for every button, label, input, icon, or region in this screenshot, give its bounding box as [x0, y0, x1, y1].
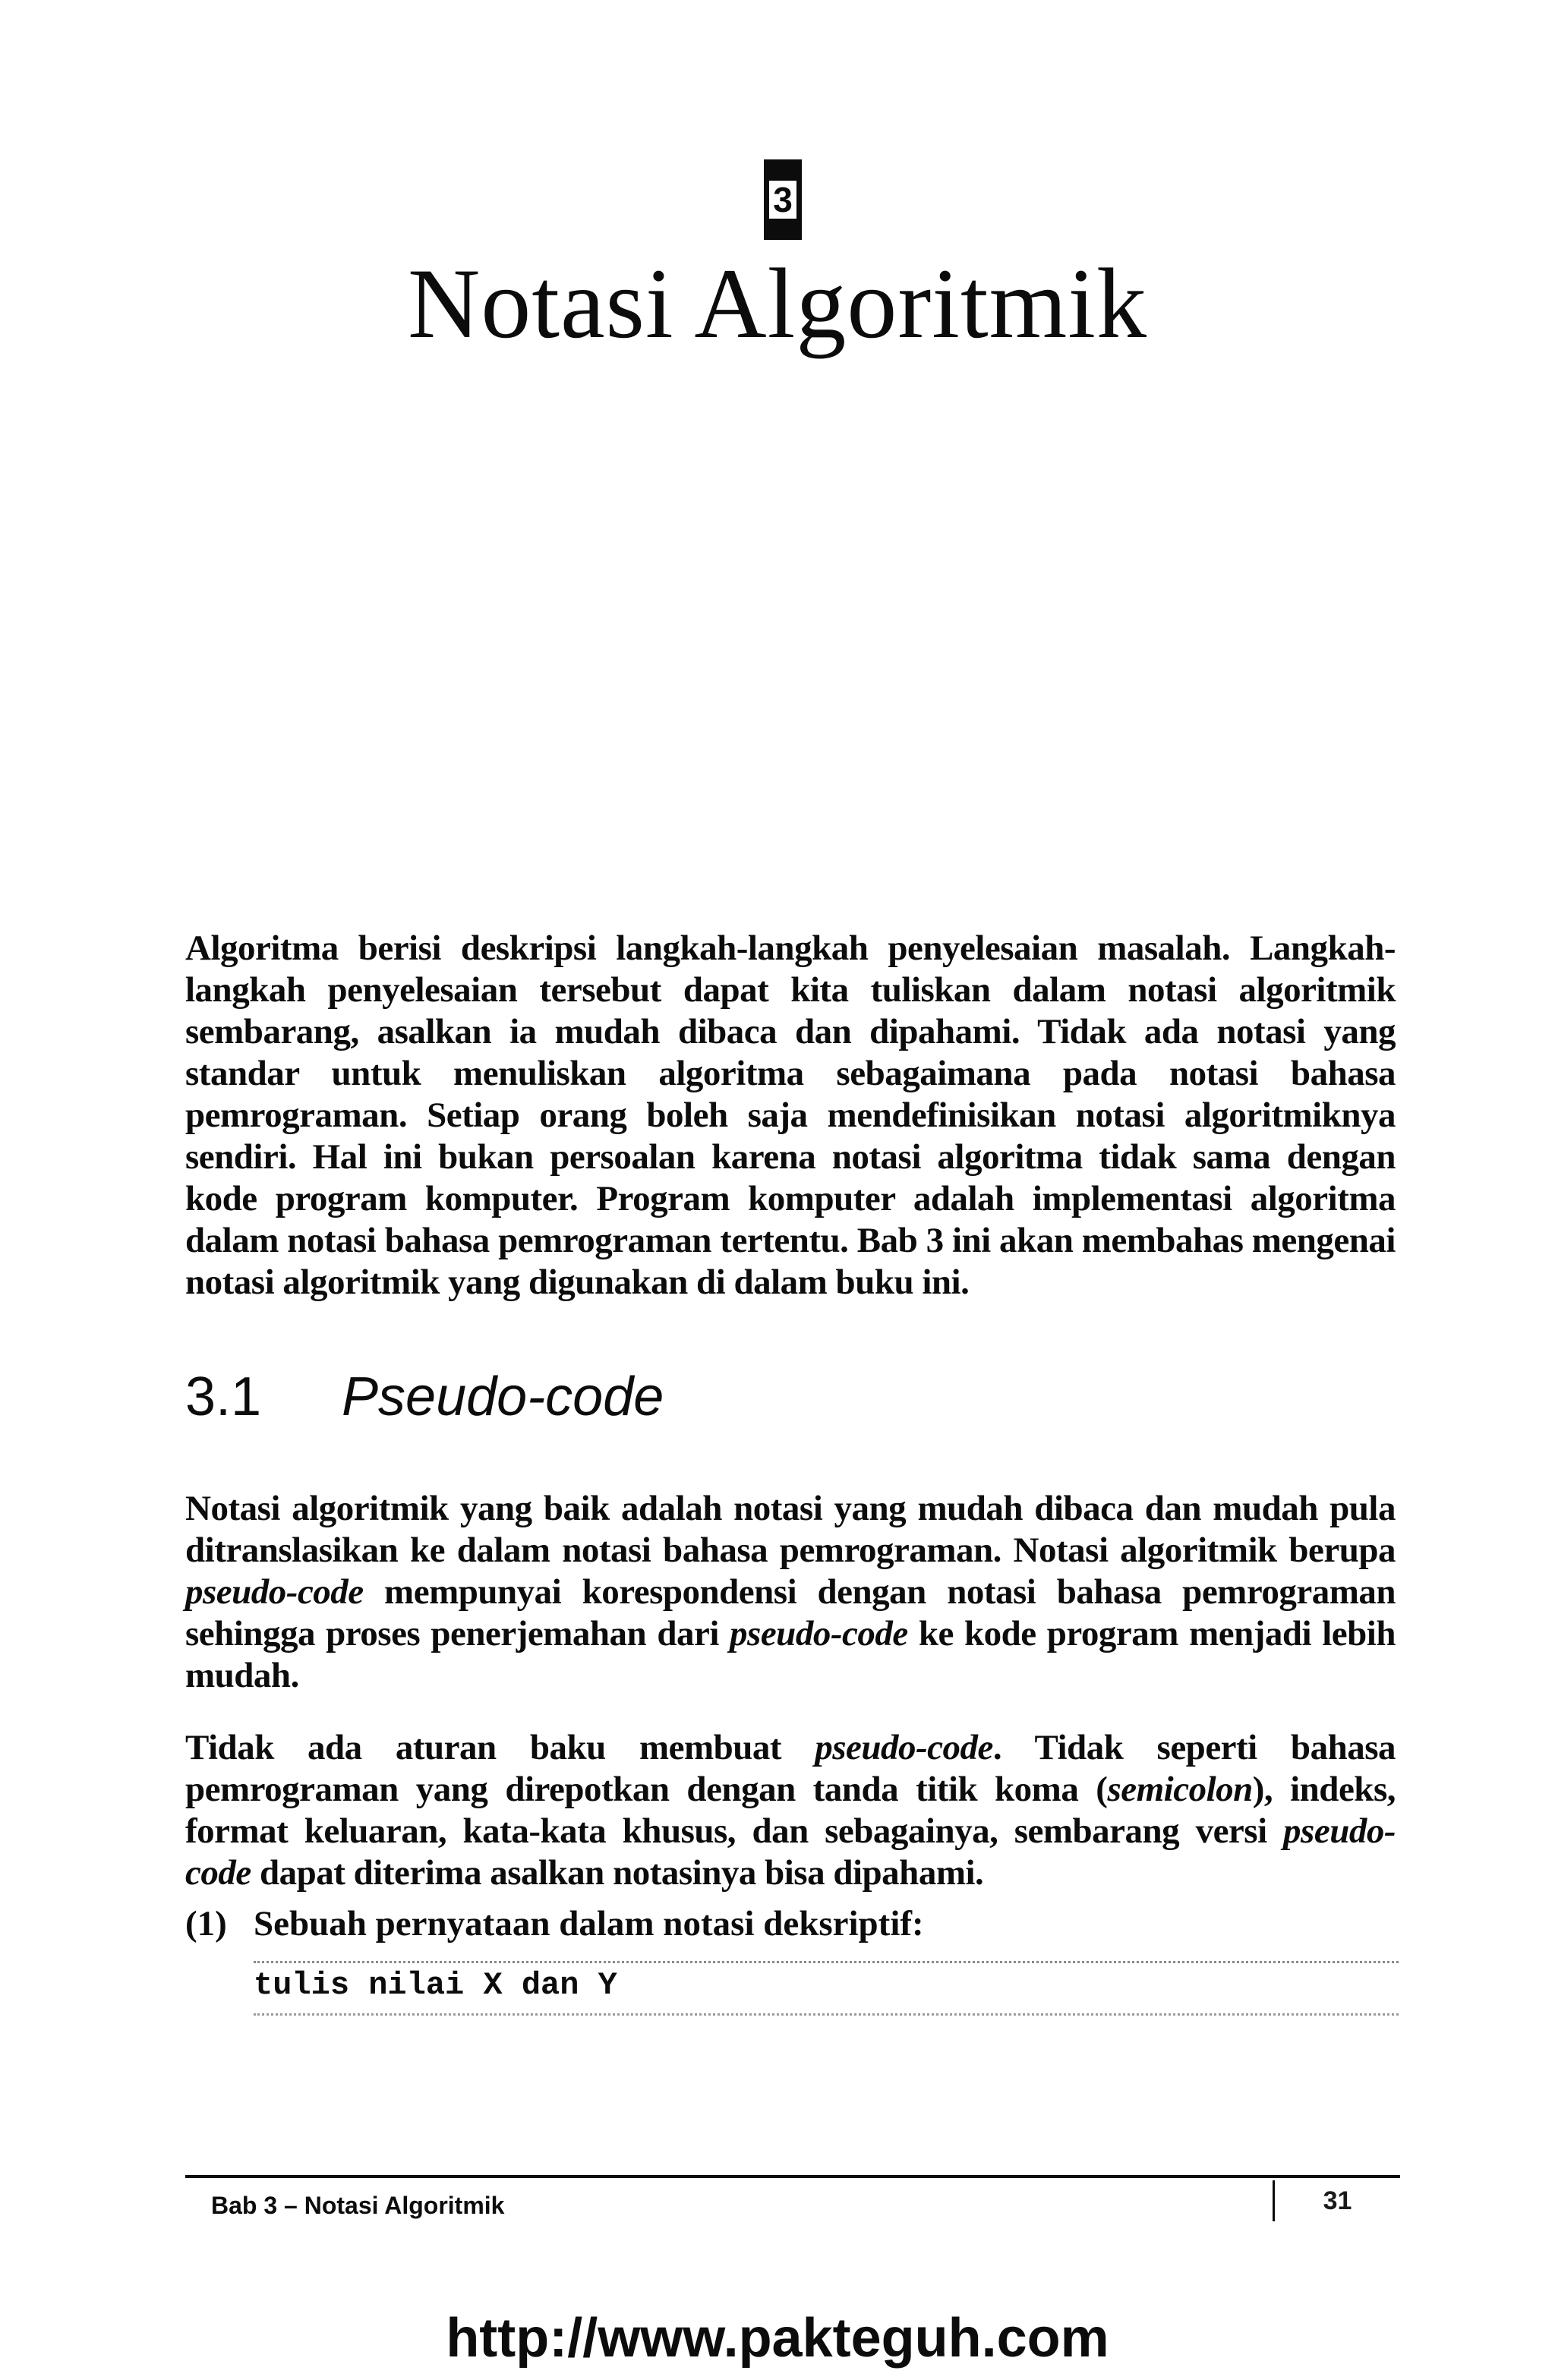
emphasis-term: semicolon — [1107, 1770, 1253, 1809]
text-run: mempunyai korespondensi dengan notasi bahasa pemrograman sehingga proses penerjemahan dari — [185, 1572, 1396, 1653]
footer-chapter-label: Bab 3 – Notasi Algoritmik — [211, 2192, 505, 2219]
list-item-text: Sebuah pernyataan dalam notasi deksriptif: — [254, 1904, 924, 1943]
emphasis-term: pseudo-code — [185, 1572, 364, 1612]
text-run: . Tidak seperti bahasa pemrograman yang direpotkan dengan tanda titik koma ( — [185, 1728, 1396, 1809]
section-number: 3.1 — [185, 1367, 262, 1427]
source-url: http://www.pakteguh.com — [446, 2308, 1109, 2369]
text-run: Tidak ada aturan baku membuat — [185, 1728, 815, 1767]
code-line: tulis nilai X dan Y — [254, 1967, 617, 2003]
text-run: Notasi algoritmik yang baik adalah notasi yang mudah dibaca dan mudah pula ditranslasikan ke dalam notasi bahasa pemrograman. Notasi algoritmik berupa — [185, 1489, 1396, 1570]
emphasis-term: pseudo-code — [815, 1728, 993, 1767]
chapter-number: 3 — [769, 181, 796, 219]
intro-paragraph: Algoritma berisi deskripsi langkah-langkah penyelesaian masalah. Langkah-langkah penyelesaian tersebut dapat kita tuliskan dalam notasi algoritmik sembarang, asalkan ia mudah dibaca dan dipahami. Tidak ada notasi yang standar untuk menuliskan algoritma sebagaimana pada notasi bahasa pemrograman. Setiap orang boleh saja mendefinisikan notasi algoritmiknya sendiri. Hal ini bukan persoalan karena notasi algoritma tidak sama dengan kode program komputer. Program komputer adalah implementasi algoritma dalam notasi bahasa pemrograman tertentu. Bab 3 ini akan membahas mengenai notasi algoritmik yang digunakan di dalam buku ini. — [185, 928, 1396, 1302]
list-item — [185, 1903, 924, 1945]
footer-divider — [185, 2175, 1400, 2178]
pseudocode-paragraph-1 — [185, 1488, 1396, 1697]
text-run: ke kode program menjadi lebih mudah. — [185, 1614, 1396, 1695]
section-title: Pseudo-code — [342, 1367, 664, 1427]
chapter-number-badge — [764, 159, 802, 240]
chapter-title: Notasi Algoritmik — [408, 247, 1147, 359]
pseudocode-paragraph-2 — [185, 1727, 1396, 1894]
emphasis-term: pseudo-code — [185, 1811, 1396, 1893]
section-heading — [185, 1367, 664, 1427]
page-number: 31 — [1273, 2180, 1400, 2221]
text-run: ), indeks, format keluaran, kata-kata khusus, dan sebagainya, sembarang versi — [185, 1770, 1396, 1851]
emphasis-term: pseudo-code — [730, 1614, 908, 1653]
text-run: dapat diterima asalkan notasinya bisa dipahami. — [251, 1853, 984, 1893]
list-marker: (1) — [185, 1904, 227, 1943]
